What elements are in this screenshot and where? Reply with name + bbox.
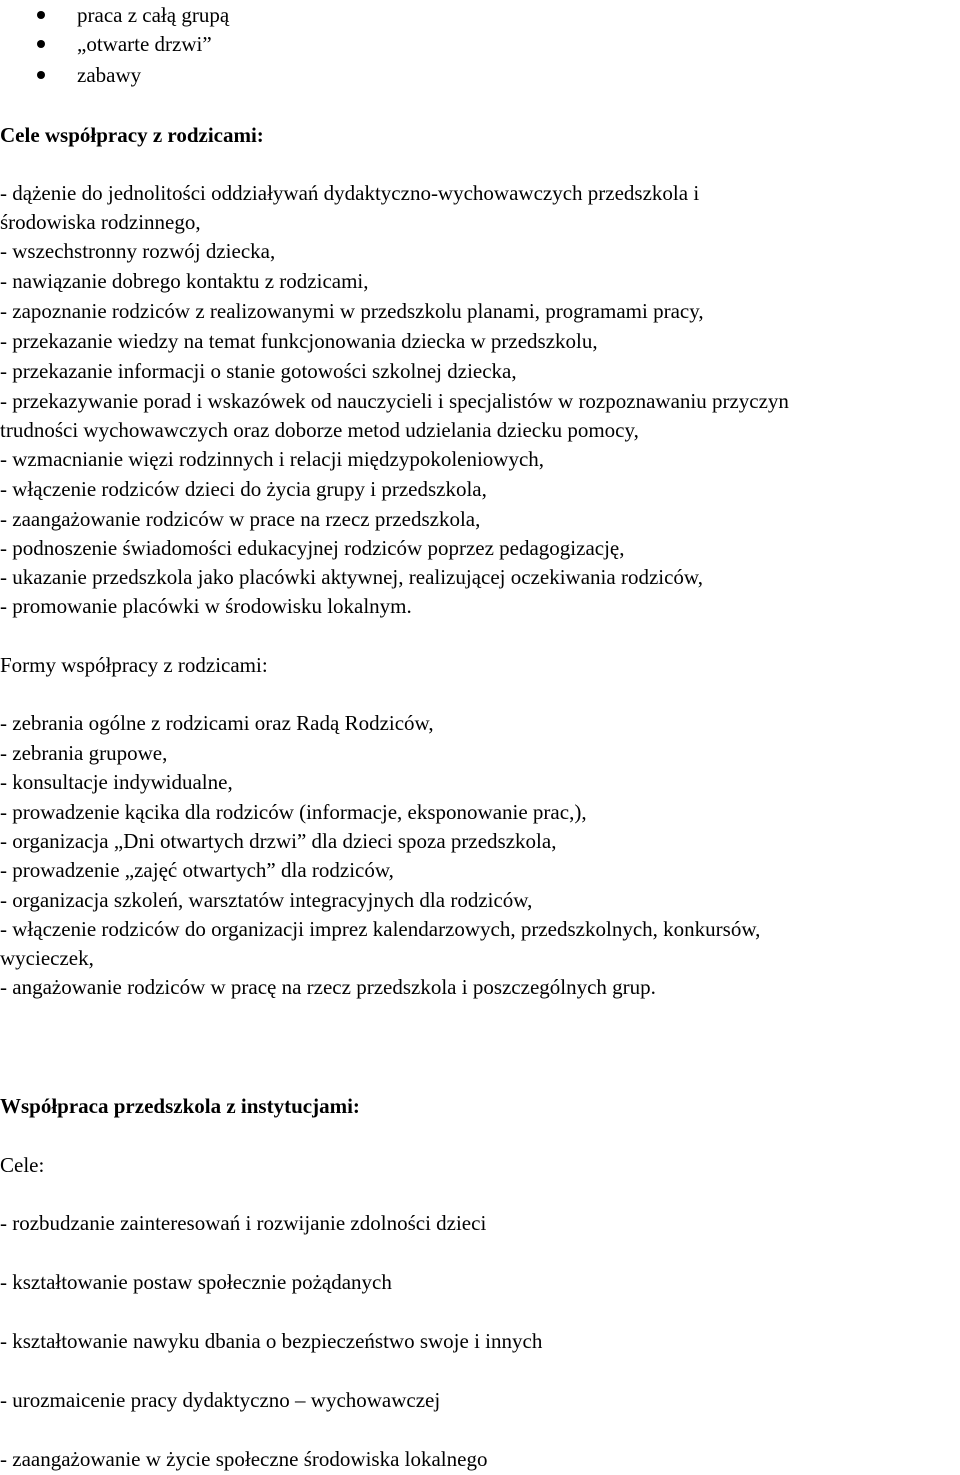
text-line: - przekazanie wiedzy na temat funkcjonowania dziecka w przedszkolu,	[0, 329, 598, 353]
text-line: - organizacja „Dni otwartych drzwi” dla dzieci spoza przedszkola,	[0, 829, 557, 853]
text-line: - kształtowanie postaw społecznie pożądanych	[0, 1270, 392, 1294]
text-line: - zebrania ogólne z rodzicami oraz Radą Rodziców,	[0, 711, 434, 735]
text-line: - podnoszenie świadomości edukacyjnej rodziców poprzez pedagogizację,	[0, 536, 625, 560]
text-line: - angażowanie rodziców w pracę na rzecz przedszkola i poszczególnych grup.	[0, 975, 656, 999]
bullet-dot-icon	[37, 71, 45, 79]
text-line: wycieczek,	[0, 946, 94, 970]
text-line: - przekazanie informacji o stanie gotowości szkolnej dziecka,	[0, 359, 517, 383]
bullet-dot-icon	[37, 11, 45, 19]
text-line: - zaangażowanie w życie społeczne środowiska lokalnego	[0, 1447, 488, 1471]
text-line: - promowanie placówki w środowisku lokalnym.	[0, 594, 412, 618]
text-line: - zaangażowanie rodziców w prace na rzecz przedszkola,	[0, 507, 481, 531]
text-line: - nawiązanie dobrego kontaktu z rodzicami,	[0, 269, 369, 293]
text-line: - zapoznanie rodziców z realizowanymi w przedszkolu planami, programami pracy,	[0, 299, 704, 323]
text-line: - organizacja szkoleń, warsztatów integracyjnych dla rodziców,	[0, 888, 533, 912]
bullet-text: praca z całą grupą	[77, 3, 230, 27]
text-line: - zebrania grupowe,	[0, 741, 168, 765]
text-line: - kształtowanie nawyku dbania o bezpieczeństwo swoje i innych	[0, 1329, 543, 1353]
text-line: - włączenie rodziców dzieci do życia grupy i przedszkola,	[0, 477, 487, 501]
section-subheading-cele: Cele:	[0, 1153, 45, 1177]
text-line: - wzmacnianie więzi rodzinnych i relacji międzypokoleniowych,	[0, 447, 545, 471]
section-heading-cele-wspolpracy: Cele współpracy z rodzicami:	[0, 123, 264, 147]
text-line: - ukazanie przedszkola jako placówki aktywnej, realizującej oczekiwania rodziców,	[0, 565, 703, 589]
text-line: - prowadzenie „zajęć otwartych” dla rodziców,	[0, 858, 394, 882]
text-line: - włączenie rodziców do organizacji imprez kalendarzowych, przedszkolnych, konkursów,	[0, 917, 761, 941]
text-line: trudności wychowawczych oraz doborze metod udzielania dziecku pomocy,	[0, 418, 639, 442]
bullet-dot-icon	[37, 40, 45, 48]
bullet-text: zabawy	[77, 63, 142, 87]
section-heading-wspolpraca-z-instytucjami: Współpraca przedszkola z instytucjami:	[0, 1094, 360, 1118]
text-line: - wszechstronny rozwój dziecka,	[0, 239, 276, 263]
text-line: - konsultacje indywidualne,	[0, 770, 233, 794]
bullet-text: „otwarte drzwi”	[77, 32, 212, 56]
text-line: - prowadzenie kącika dla rodziców (informacje, eksponowanie prac,),	[0, 800, 587, 824]
text-line: środowiska rodzinnego,	[0, 210, 201, 234]
text-line: - przekazywanie porad i wskazówek od nauczycieli i specjalistów w rozpoznawaniu przyczyn	[0, 389, 789, 413]
text-line: - rozbudzanie zainteresowań i rozwijanie zdolności dzieci	[0, 1211, 487, 1235]
text-line: - dążenie do jednolitości oddziaływań dydaktyczno-wychowawczych przedszkola i	[0, 181, 700, 205]
text-line: - urozmaicenie pracy dydaktyczno – wychowawczej	[0, 1388, 441, 1412]
section-heading-formy-wspolpracy: Formy współpracy z rodzicami:	[0, 653, 268, 677]
